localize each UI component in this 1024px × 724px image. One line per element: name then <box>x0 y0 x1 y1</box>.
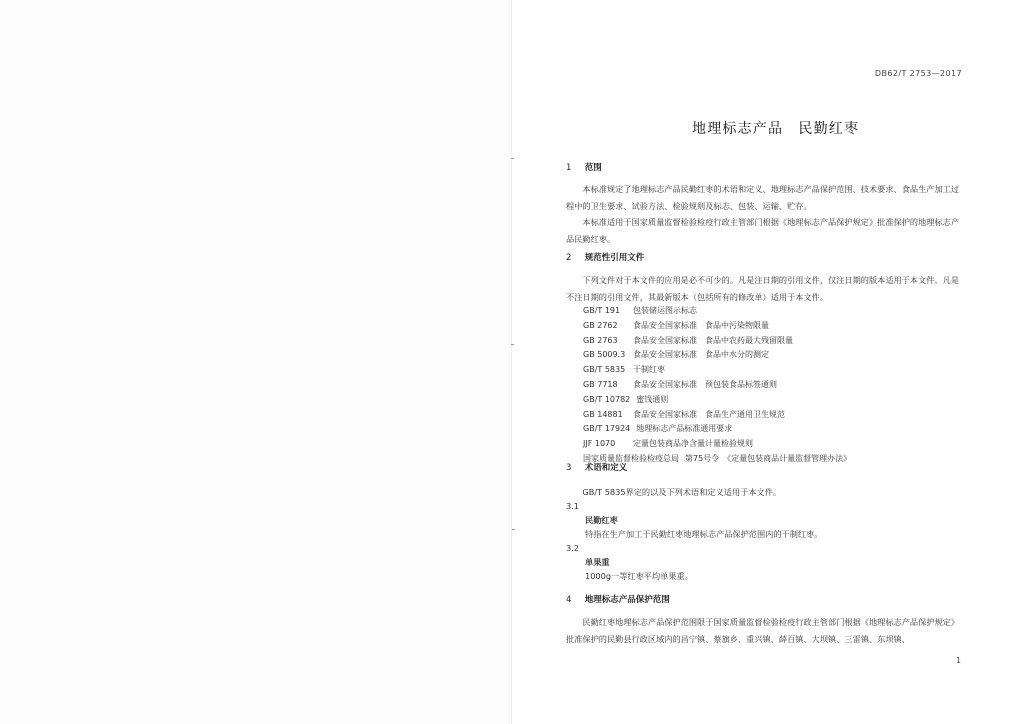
term-name: 民勤红枣 <box>585 515 618 525</box>
section-heading <box>566 161 602 173</box>
section-number: 3 <box>566 463 572 473</box>
reference-code: GB/T 10782 <box>583 394 631 404</box>
section-heading <box>566 251 644 263</box>
paragraph: 本标准适用于国家质量监督检验检疫行政主管部门根据《地理标志产品保护规定》批准保护的地理标志产品民勤红枣。 <box>566 217 960 244</box>
reference-code: GB 7718 <box>583 379 618 389</box>
reference-title: 食品安全国家标准 食品中污染物限量 <box>633 320 769 330</box>
reference-list <box>583 304 851 467</box>
reference-item <box>583 422 851 437</box>
reference-title: 定量包装商品净含量计量检验规则 <box>633 439 753 449</box>
reference-item <box>583 334 851 349</box>
reference-item <box>583 408 851 423</box>
reference-code: GB 14881 <box>583 409 623 419</box>
reference-code: GB 2762 <box>583 320 618 330</box>
reference-title: 食品安全国家标准 预包装食品标签通则 <box>633 379 777 389</box>
section-heading <box>566 593 670 605</box>
reference-code: GB/T 5835 <box>583 365 626 375</box>
reference-item <box>583 348 851 363</box>
term-name: 单果重 <box>585 557 610 567</box>
reference-title: 第75号令 《定量包装商品计量监督管理办法》 <box>685 453 852 463</box>
scan-mark <box>512 529 515 530</box>
reference-code: GB/T 191 <box>583 306 621 315</box>
reference-title: 食品安全国家标准 食品中农药最大残留限量 <box>633 335 793 345</box>
reference-code: GB/T 17924 <box>583 424 631 434</box>
section-title: 范围 <box>584 163 602 173</box>
reference-code: JJF 1070 <box>583 439 616 449</box>
term-definition: 特指在生产加工于民勤红枣地理标志产品保护范围内的干制红枣。 <box>585 529 823 539</box>
section-heading <box>566 461 627 473</box>
section-title: 术语和定义 <box>584 463 628 473</box>
section-number: 2 <box>566 253 572 263</box>
reference-item <box>583 304 851 319</box>
paragraph: 民勤红枣地理标志产品保护范围限于国家质量监督检验检疫行政主管部门根据《地理标志产品保护规定》批准保护的民勤县行政区域内的昌宁镇、蔡旗乡、重兴镇、薛百镇、大坝镇、三雷镇、东坝镇、 <box>566 617 960 644</box>
reference-item <box>583 378 851 393</box>
reference-title: 包装储运图示标志 <box>633 306 697 315</box>
reference-item <box>583 437 851 452</box>
reference-item <box>583 319 851 334</box>
reference-title: 食品安全国家标准 食品中水分的测定 <box>633 350 769 360</box>
paragraph: 本标准规定了地理标志产品民勤红枣的术语和定义、地理标志产品保护范围、技术要求、食品生产加工过程中的卫生要求、试验方法、检验规则及标志、包装、运输、贮存。 <box>566 184 960 211</box>
section-number: 4 <box>566 595 572 605</box>
term-number: 3.2 <box>566 543 580 553</box>
document-id: DB62/T 2753—2017 <box>874 69 962 78</box>
scan-mark <box>511 158 514 159</box>
reference-code: GB 5009.3 <box>583 350 626 360</box>
section-title: 规范性引用文件 <box>584 253 645 263</box>
reference-item <box>583 393 851 408</box>
page-number: 1 <box>956 656 962 665</box>
scan-mark <box>511 344 514 345</box>
paragraph: GB/T 5835界定的以及下列术语和定义适用于本文件。 <box>582 487 782 497</box>
reference-title: 食品安全国家标准 食品生产通用卫生规范 <box>633 409 785 419</box>
reference-title: 蜜饯通则 <box>636 394 669 404</box>
paragraph: 下列文件对于本文件的应用是必不可少的。凡是注日期的引用文件，仅注日期的版本适用于本文件。凡是不注日期的引用文件，其最新版本（包括所有的修改单）适用于本文件。 <box>566 275 960 302</box>
section-number: 1 <box>566 163 572 173</box>
document-title: 地理标志产品 民勤红枣 <box>692 121 860 137</box>
reference-title: 干制红枣 <box>633 365 665 375</box>
reference-code: GB 2763 <box>583 335 618 345</box>
section-title: 地理标志产品保护范围 <box>584 595 670 605</box>
term-number: 3.1 <box>566 501 580 511</box>
reference-item <box>583 363 851 378</box>
reference-title: 地理标志产品标准通用要求 <box>636 424 733 434</box>
term-definition: 1000g一等红枣平均单果重。 <box>585 571 693 581</box>
reference-code: 国家质量监督检验检疫总局 <box>583 453 679 463</box>
